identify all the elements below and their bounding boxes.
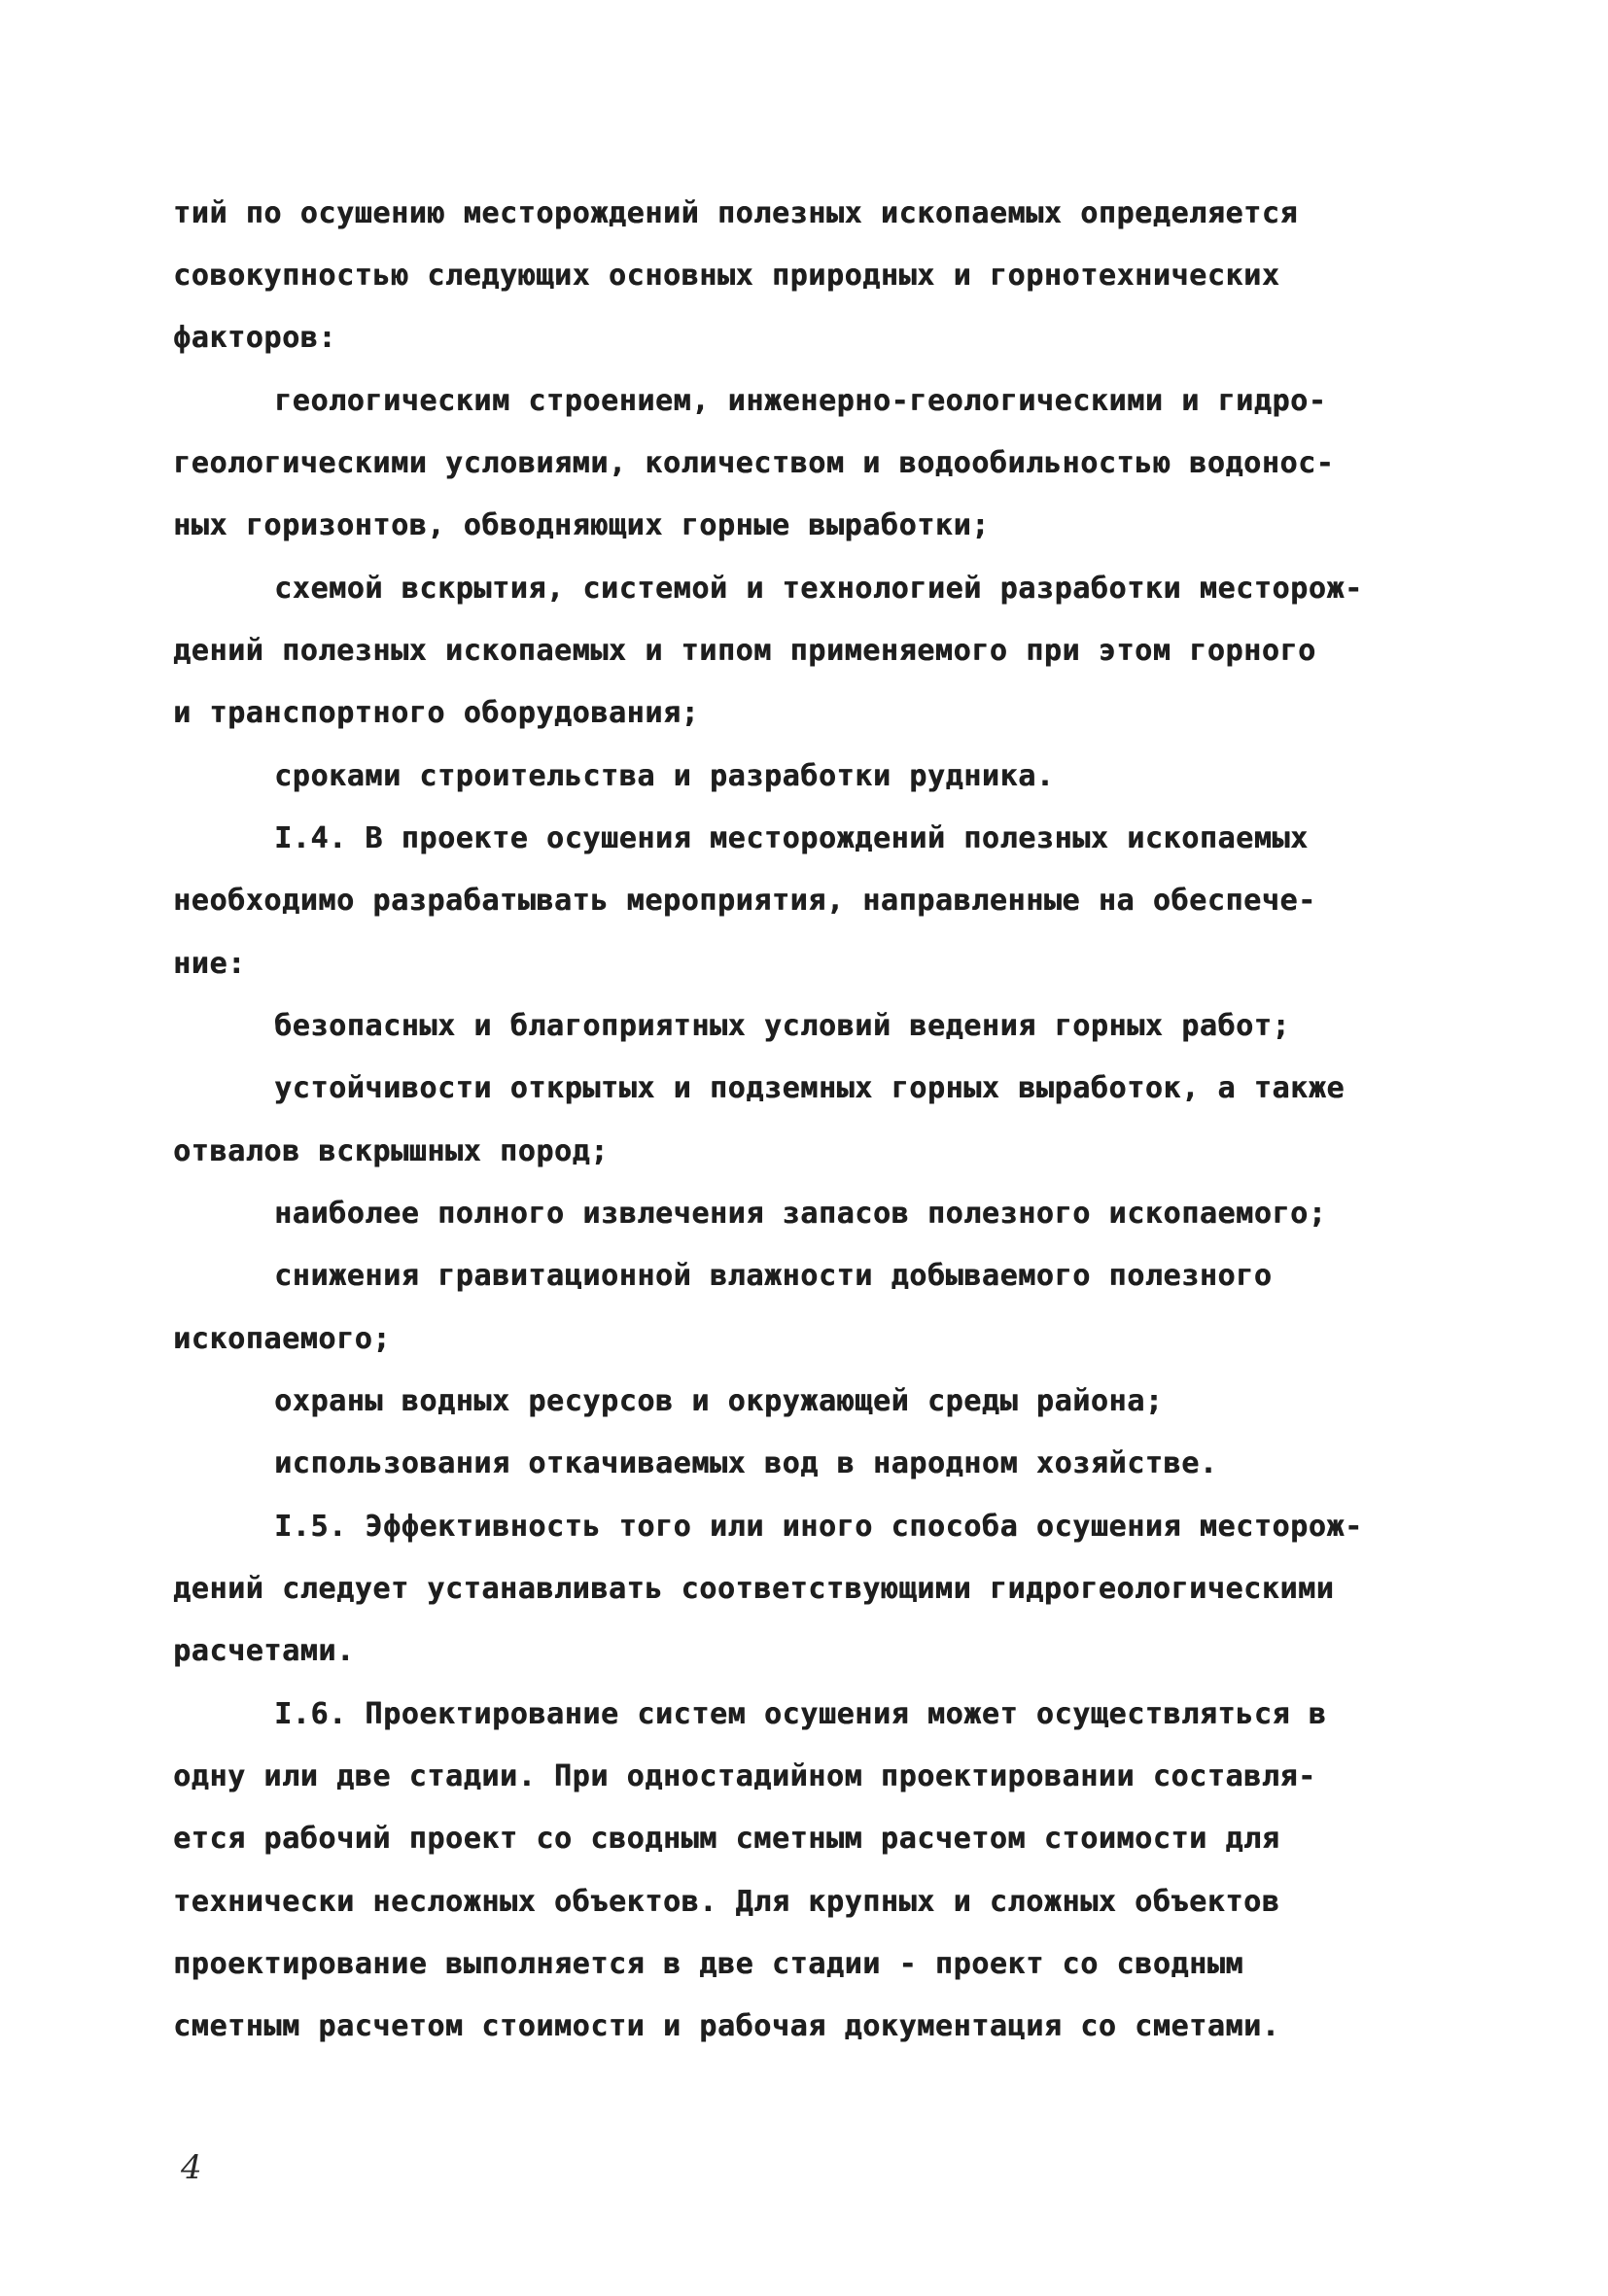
text-line: и транспортного оборудования;	[173, 696, 700, 730]
section-1-5-heading: I.5. Эффективность того или иного способа осушения месторож-	[274, 1510, 1363, 1544]
text-line: ется рабочий проект со сводным сметным расчетом стоимости для	[173, 1822, 1280, 1856]
text-line: технически несложных объектов. Для крупных и сложных объектов	[173, 1885, 1280, 1919]
text-line: одну или две стадии. При одностадийном проектировании составля-	[173, 1759, 1316, 1793]
text-line: необходимо разрабатывать мероприятия, направленные на обеспече-	[173, 884, 1316, 918]
text-line: дений следует устанавливать соответствующими гидрогеологическими	[173, 1572, 1335, 1606]
text-line: ископаемого;	[173, 1322, 391, 1356]
section-1-4-heading: I.4. В проекте осушения месторождений полезных ископаемых	[274, 821, 1309, 855]
text-line: охраны водных ресурсов и окружающей среды района;	[274, 1384, 1164, 1418]
text-line: сроками строительства и разработки рудника.	[274, 759, 1055, 793]
text-line: наиболее полного извлечения запасов полезного ископаемого;	[274, 1197, 1327, 1231]
text-line: безопасных и благоприятных условий ведения горных работ;	[274, 1009, 1291, 1043]
text-line: геологическими условиями, количеством и водообильностью водонос-	[173, 446, 1335, 480]
text-line: проектирование выполняется в две стадии - проект со сводным	[173, 1947, 1244, 1981]
text-line: сметным расчетом стоимости и рабочая документация со сметами.	[173, 2009, 1280, 2043]
text-line: использования откачиваемых вод в народном хозяйстве.	[274, 1446, 1218, 1480]
text-line: ных горизонтов, обводняющих горные выработки;	[173, 508, 990, 542]
text-line: геологическим строением, инженерно-геологическими и гидро-	[274, 384, 1327, 418]
text-line: схемой вскрытия, системой и технологией разработки месторож-	[274, 572, 1363, 606]
text-line: ние:	[173, 947, 246, 981]
text-line: факторов:	[173, 321, 336, 355]
text-line: устойчивости открытых и подземных горных выработок, а также	[274, 1071, 1346, 1105]
section-1-6-heading: I.6. Проектирование систем осушения может осуществляться в	[274, 1697, 1327, 1731]
text-line: отвалов вскрышных пород;	[173, 1134, 609, 1168]
text-line: дений полезных ископаемых и типом применяемого при этом горного	[173, 634, 1316, 668]
text-line: расчетами.	[173, 1634, 355, 1668]
text-line: тий по осушению месторождений полезных ископаемых определяется	[173, 196, 1299, 230]
page-number: 4	[181, 2148, 202, 2187]
text-line: снижения гравитационной влажности добываемого полезного	[274, 1259, 1273, 1293]
text-line: совокупностью следующих основных природных и горнотехнических	[173, 259, 1280, 293]
